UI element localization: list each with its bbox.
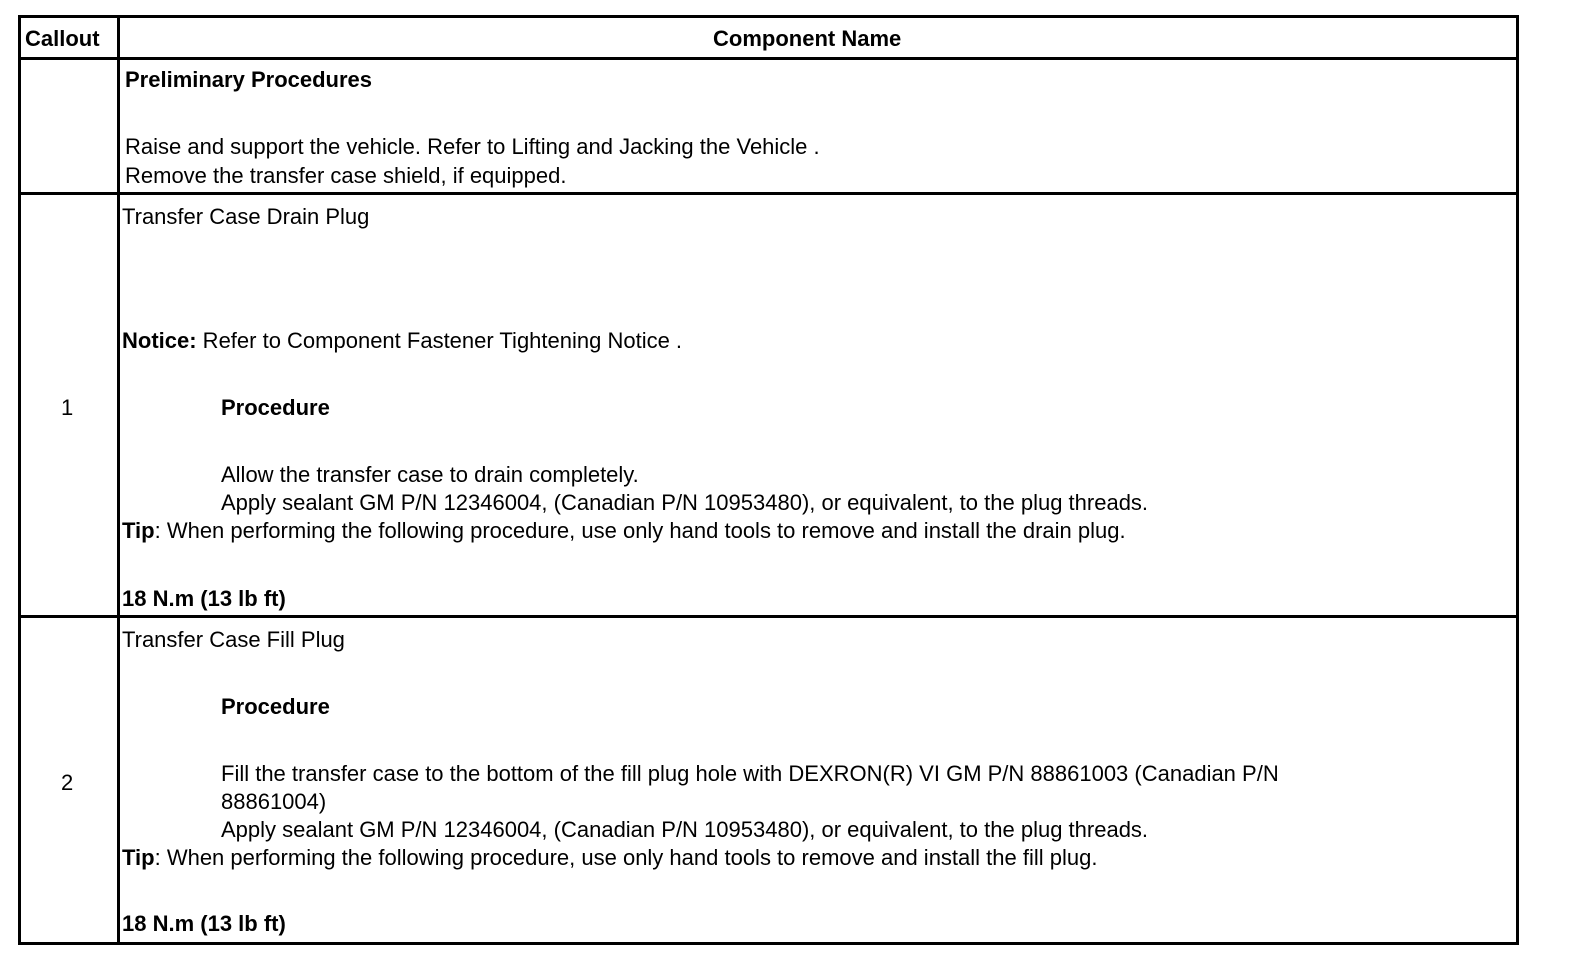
tip-label: Tip (122, 845, 155, 870)
procedure-table (18, 15, 1519, 945)
torque-spec: 18 N.m (13 lb ft) (122, 911, 286, 936)
tip-line (122, 845, 1097, 871)
procedure-step: Apply sealant GM P/N 12346004, (Canadian P/N 10953480), or equivalent, to the plug threads. (221, 817, 1149, 842)
component-name-header: Component Name (713, 26, 902, 51)
tip-line (122, 518, 1126, 544)
row-divider-preliminary (21, 192, 1516, 195)
component-name: Transfer Case Drain Plug (122, 204, 370, 229)
notice-line (122, 328, 682, 354)
tip-text: : When performing the following procedure, use only hand tools to remove and install the drain plug. (154, 518, 1126, 543)
component-name: Transfer Case Fill Plug (122, 627, 345, 652)
tip-text: : When performing the following procedure, use only hand tools to remove and install the fill plug. (154, 845, 1098, 870)
procedure-title: Procedure (221, 395, 330, 420)
notice-label: Notice: (122, 328, 197, 353)
preliminary-step: Raise and support the vehicle. Refer to Lifting and Jacking the Vehicle . (125, 134, 820, 159)
callout-number: 2 (61, 770, 74, 795)
row-divider-header (21, 57, 1516, 60)
tip-label: Tip (122, 518, 155, 543)
procedure-step: Allow the transfer case to drain completely. (221, 462, 639, 487)
procedure-step: Fill the transfer case to the bottom of the fill plug hole with DEXRON(R) VI GM P/N 88861003 (Canadian P/N (221, 761, 1279, 786)
procedure-step: Apply sealant GM P/N 12346004, (Canadian P/N 10953480), or equivalent, to the plug threads. (221, 490, 1149, 515)
callout-header: Callout (25, 26, 100, 51)
preliminary-title: Preliminary Procedures (125, 67, 373, 92)
preliminary-step: Remove the transfer case shield, if equipped. (125, 163, 567, 188)
torque-spec: 18 N.m (13 lb ft) (122, 586, 286, 611)
column-divider (117, 18, 120, 942)
row-divider-row1 (21, 615, 1516, 618)
notice-text: Refer to Component Fastener Tightening Notice . (196, 328, 683, 353)
callout-number: 1 (61, 395, 74, 420)
procedure-step-continuation: 88861004) (221, 789, 327, 814)
procedure-title: Procedure (221, 694, 330, 719)
